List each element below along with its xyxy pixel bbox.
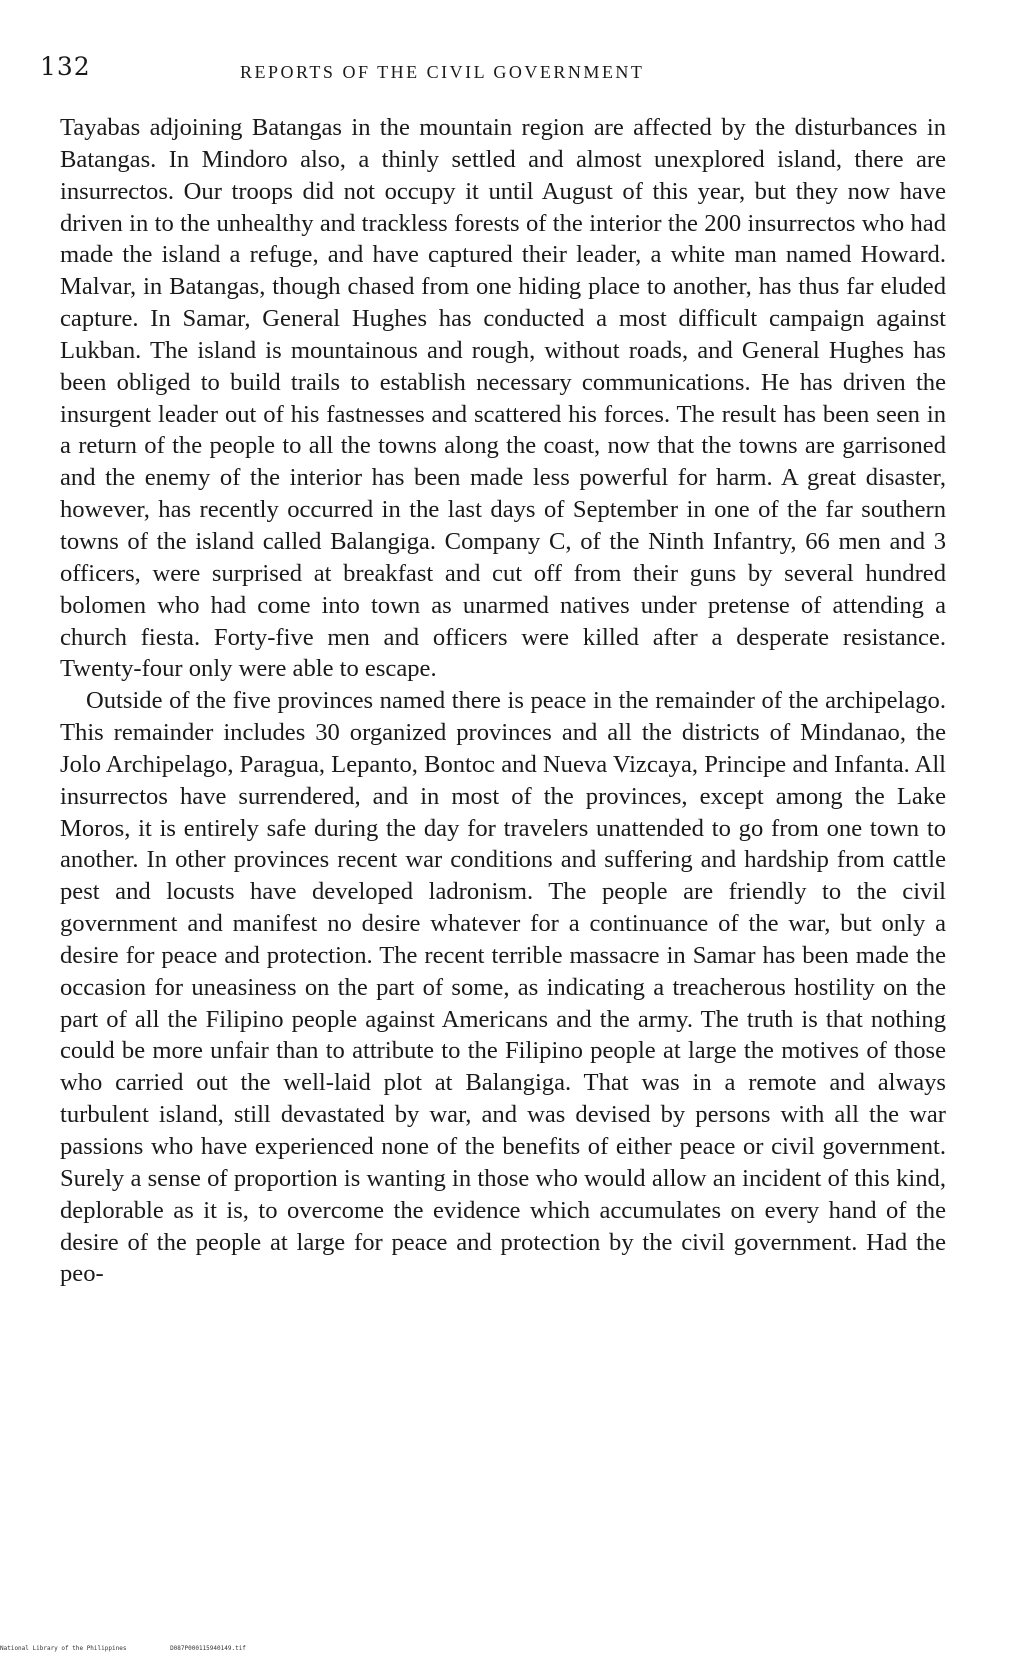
page-header <box>40 52 952 92</box>
file-id: D087P000115940149.tif <box>170 1645 246 1652</box>
running-head: REPORTS OF THE CIVIL GOVERNMENT <box>240 62 645 82</box>
scan-footer <box>0 1645 1012 1652</box>
body-text <box>60 112 946 1290</box>
paragraph: Outside of the five provinces named there is peace in the remainder of the archipelago. This remainder includes 30 organized provinces and all the districts of Mindanao, the Jolo Archipelago, Paragua, Lepanto, Bontoc and Nueva Vizcaya, Principe and Infanta. All insurrectos have surrendered, and in most of the provinces, except among the Lake Moros, it is entirely safe during the day for travelers unattended to go from one town to another. In other provinces recent war conditions and suffering and hardship from cattle pest and locusts have developed ladronism. The people are friendly to the civil government and manifest no desire whatever for a continuance of the war, but only a desire for peace and protection. The recent terrible massacre in Samar has been made the occasion for uneasiness on the part of some, as indicating a treacherous hostility on the part of all the Filipino people against Americans and the army. The truth is that nothing could be more unfair than to attribute to the Filipino people at large the motives of those who carried out the well-laid plot at Balangiga. That was in a remote and always turbulent island, still devastated by war, and was devised by persons with all the war passions who have experienced none of the benefits of either peace or civil government. Surely a sense of proportion is wanting in those who would allow an incident of this kind, deplorable as it is, to overcome the evidence which accumulates on every hand of the desire of the people at large for peace and protection by the civil government. Had the peo- <box>60 687 946 1288</box>
page-number: 132 <box>40 52 91 81</box>
paragraph: Tayabas adjoining Batangas in the mountain region are affected by the disturbances in Batangas. In Mindoro also, a thinly settled and almost unexplored island, there are insurrectos. Our troops did not occupy it until August of this year, but they now have driven in to the unhealthy and trackless forests of the interior the 200 insurrectos who had made the island a refuge, and have captured their leader, a white man named Howard. Malvar, in Batangas, though chased from one hiding place to another, has thus far eluded capture. In Samar, General Hughes has conducted a most difficult campaign against Lukban. The island is mountainous and rough, without roads, and General Hughes has been obliged to build trails to establish necessary communications. He has driven the insurgent leader out of his fastnesses and scattered his forces. The result has been seen in a return of the people to all the towns along the coast, now that the towns are garrisoned and the enemy of the interior has been made less powerful for harm. A great disaster, however, has recently occurred in the last days of September in one of the far southern towns of the island called Balangiga. Company C, of the Ninth Infantry, 66 men and 3 officers, were surprised at breakfast and cut off from their guns by several hundred bolomen who had come into town as unarmed natives under pretense of attending a church fiesta. Forty-five men and officers were killed after a desperate resistance. Twenty-four only were able to escape. <box>60 114 946 683</box>
library-credit: National Library of the Philippines <box>0 1645 127 1652</box>
